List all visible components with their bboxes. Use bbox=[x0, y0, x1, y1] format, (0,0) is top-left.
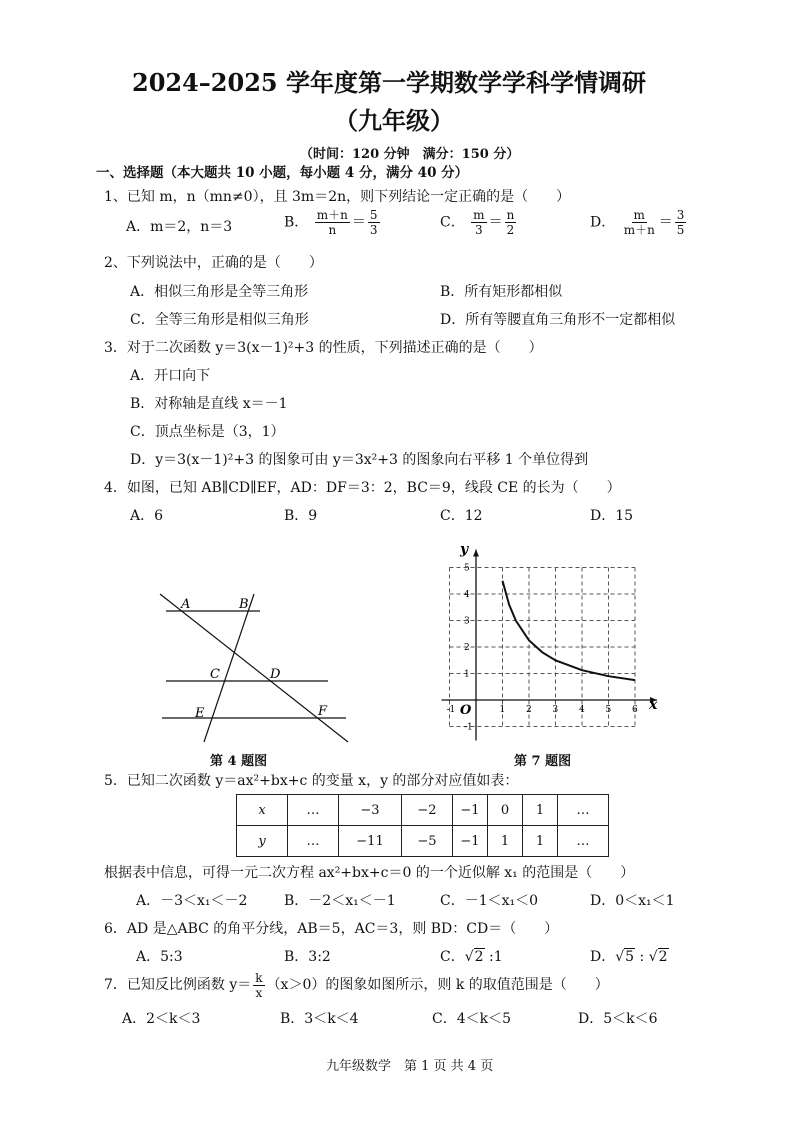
q1-option-b[interactable]: B． $\frac{m+n}{n}$ ＝ $\frac{5}{3}$ bbox=[284, 208, 378, 237]
q7-stem-b: （x＞0）的图象如图所示，则 k 的取值范围是（ ） bbox=[266, 977, 609, 993]
figure-4 bbox=[150, 586, 360, 746]
y-tick-label: 2 bbox=[464, 643, 470, 653]
q3-option-d[interactable]: D．y＝3(x－1)²+3 的图象可由 y＝3x²+3 的图象向右平移 1 个单位得到 bbox=[130, 452, 589, 468]
q1-b-fraction bbox=[315, 208, 350, 237]
q1-c-rhs-den: 2 bbox=[506, 223, 515, 237]
section-heading: 一、选择题（本大题共 10 小题，每小题 4 分，满分 40 分） bbox=[96, 165, 469, 181]
q1-d-rhs-num: 3 bbox=[676, 208, 685, 222]
q7-option-a[interactable]: A．2＜k＜3 bbox=[122, 1011, 201, 1027]
q4-option-c[interactable]: C．12 bbox=[440, 508, 483, 524]
q3-option-a[interactable]: A．开口向下 bbox=[130, 368, 211, 384]
q7-stem-a: 7．已知反比例函数 y＝ bbox=[104, 977, 252, 993]
q1-b-label: B． bbox=[284, 214, 309, 231]
x-tick-label: 3 bbox=[552, 705, 559, 715]
y-tick-label: 5 bbox=[464, 563, 470, 574]
q7-fraction bbox=[253, 971, 264, 1000]
y-axis-arrow bbox=[473, 550, 479, 557]
table-cell: 1 bbox=[523, 826, 558, 857]
point-f: F bbox=[318, 704, 328, 719]
point-c: C bbox=[210, 667, 220, 682]
q1-option-c[interactable]: C． $\frac{m}{3}$ ＝ $\frac{n}{2}$ bbox=[440, 208, 515, 237]
page-title: 2024–2025 学年度第一学期数学学科学情调研 bbox=[132, 68, 646, 97]
q1-b-den: n bbox=[328, 223, 337, 237]
table-cell: … bbox=[558, 795, 609, 826]
grade-subtitle: （九年级） bbox=[334, 106, 454, 135]
q3-option-c[interactable]: C．顶点坐标是（3，1） bbox=[130, 424, 285, 440]
x-tick-label: 4 bbox=[579, 705, 585, 715]
q7-frac-num: k bbox=[255, 970, 263, 985]
table-cell: −1 bbox=[453, 826, 488, 857]
table-cell: 0 bbox=[488, 795, 523, 826]
table-cell: y bbox=[237, 826, 288, 857]
q4-option-a[interactable]: A．6 bbox=[130, 508, 164, 524]
q1-b-rhs-den: 3 bbox=[369, 223, 378, 237]
table-cell: x bbox=[237, 795, 288, 826]
q1-option-d[interactable]: D． $\frac{m}{m+n}$ ＝ $\frac{3}{5}$ bbox=[590, 208, 685, 237]
q5-option-d[interactable]: D．0＜x₁＜1 bbox=[590, 893, 675, 909]
q6-option-d[interactable]: D．√5 : √2 bbox=[590, 949, 668, 965]
point-d: D bbox=[270, 667, 281, 682]
q1-d-den: m＋n bbox=[623, 223, 655, 237]
q1-d-rhs bbox=[675, 208, 687, 237]
q6-stem: 6．AD 是△ABC 的角平分线，AB＝5，AC＝3，则 BD：CD＝（ ） bbox=[104, 921, 559, 937]
table-cell: −3 bbox=[339, 795, 402, 826]
q1-b-num: m＋n bbox=[316, 208, 348, 222]
table-cell: … bbox=[288, 826, 339, 857]
table-cell: −1 bbox=[453, 795, 488, 826]
q1-b-rhs bbox=[368, 208, 380, 237]
q1-option-a[interactable]: A．m＝2，n＝3 bbox=[126, 219, 233, 235]
origin-label: O bbox=[460, 703, 472, 718]
y-tick-label: -1 bbox=[464, 722, 473, 733]
point-a: A bbox=[181, 597, 191, 612]
q2-option-a[interactable]: A．相似三角形是全等三角形 bbox=[130, 284, 309, 300]
q6-c-label: C． bbox=[440, 949, 465, 965]
q5-option-a[interactable]: A．－3＜x₁＜－2 bbox=[136, 893, 248, 909]
q5-stem: 5．已知二次函数 y＝ax²+bx+c 的变量 x，y 的部分对应值如表： bbox=[104, 773, 519, 789]
x-axis-label: x bbox=[649, 697, 658, 713]
table-row-y bbox=[237, 826, 609, 857]
q7-option-b[interactable]: B．3＜k＜4 bbox=[280, 1011, 359, 1027]
x-tick-label: 6 bbox=[632, 705, 638, 715]
y-axis-label: y bbox=[460, 541, 469, 558]
q1-stem: 1、已知 m，n（mn≠0），且 3m＝2n，则下列结论一定正确的是（ ） bbox=[104, 189, 571, 205]
q1-c-label: C． bbox=[440, 214, 465, 231]
q6-c-tail: :1 bbox=[484, 949, 503, 965]
q2-option-c[interactable]: C．全等三角形是相似三角形 bbox=[130, 312, 309, 328]
table-cell: 1 bbox=[488, 826, 523, 857]
q1-d-rhs-den: 5 bbox=[676, 223, 685, 237]
y-tick-label: 3 bbox=[464, 616, 470, 627]
table-cell: 1 bbox=[523, 795, 558, 826]
point-b: B bbox=[239, 597, 249, 612]
grid bbox=[450, 568, 636, 727]
axes bbox=[442, 550, 658, 741]
q6-option-a[interactable]: A．5:3 bbox=[136, 949, 183, 965]
q7-frac-den: x bbox=[255, 985, 263, 1000]
q6-option-c[interactable]: C．√2 :1 bbox=[440, 949, 503, 965]
table-cell: −5 bbox=[402, 826, 453, 857]
table-cell: … bbox=[558, 826, 609, 857]
y-tick-label: 4 bbox=[464, 590, 470, 600]
q6-d-label: D． bbox=[590, 949, 616, 965]
q5-option-b[interactable]: B．－2＜x₁＜－1 bbox=[284, 893, 396, 909]
q5-follow: 根据表中信息，可得一元二次方程 ax²+bx+c＝0 的一个近似解 x₁ 的范围是（ ） bbox=[104, 865, 635, 881]
table-cell: … bbox=[288, 795, 339, 826]
q6-d-radicand-2: 2 bbox=[658, 949, 668, 965]
y-tick-label: 1 bbox=[464, 669, 470, 680]
table-cell: −11 bbox=[339, 826, 402, 857]
figure-7 bbox=[424, 532, 664, 742]
q2-stem: 2、下列说法中，正确的是（ ） bbox=[104, 255, 323, 271]
q2-option-b[interactable]: B．所有矩形都相似 bbox=[440, 284, 563, 300]
x-tick-label: 2 bbox=[526, 705, 532, 715]
q6-c-radicand: 2 bbox=[474, 949, 484, 965]
q4-option-b[interactable]: B．9 bbox=[284, 508, 318, 524]
q1-c-lhs-den: 3 bbox=[475, 223, 483, 237]
value-table bbox=[236, 794, 609, 857]
exam-meta: （时间：120 分钟 满分：150 分） bbox=[300, 147, 520, 162]
q4-option-d[interactable]: D．15 bbox=[590, 508, 634, 524]
x-tick-label: -1 bbox=[446, 705, 456, 715]
q3-stem: 3．对于二次函数 y＝3(x－1)²+3 的性质，下列描述正确的是（ ） bbox=[104, 340, 543, 356]
q1-c-lhs bbox=[471, 208, 486, 237]
x-tick-label: 5 bbox=[605, 705, 612, 715]
figure-4-caption: 第 4 题图 bbox=[210, 754, 268, 769]
q1-d-num: m bbox=[633, 208, 645, 222]
q1-c-rhs bbox=[505, 208, 517, 237]
q4-stem: 4．如图，已知 AB∥CD∥EF，AD：DF＝3：2，BC＝9，线段 CE 的长为（ ） bbox=[104, 480, 621, 496]
q7-option-c[interactable]: C．4＜k＜5 bbox=[432, 1011, 512, 1027]
tick-labels bbox=[447, 564, 639, 733]
q1-c-lhs-num: m bbox=[473, 208, 485, 222]
q7-stem bbox=[104, 968, 609, 1002]
transversal-ad bbox=[160, 594, 348, 742]
q5-option-c[interactable]: C．－1＜x₁＜0 bbox=[440, 893, 539, 909]
table-cell: −2 bbox=[402, 795, 453, 826]
q1-b-rhs-num: 5 bbox=[369, 208, 378, 222]
q6-d-sep: : bbox=[635, 949, 649, 965]
q6-d-radicand-1: 5 bbox=[625, 949, 635, 965]
x-tick-label: 1 bbox=[499, 705, 506, 715]
q7-option-d[interactable]: D．5＜k＜6 bbox=[578, 1011, 658, 1027]
table-row-x bbox=[237, 795, 609, 826]
figure-7-caption: 第 7 题图 bbox=[514, 754, 572, 769]
q2-option-d[interactable]: D．所有等腰直角三角形不一定都相似 bbox=[440, 312, 676, 328]
hyperbola-curve bbox=[503, 581, 636, 680]
q1-d-fraction bbox=[622, 208, 657, 237]
q1-d-label: D． bbox=[590, 214, 616, 231]
q3-option-b[interactable]: B．对称轴是直线 x＝－1 bbox=[130, 396, 288, 412]
point-e: E bbox=[195, 706, 205, 721]
q6-option-b[interactable]: B．3:2 bbox=[284, 949, 331, 965]
page-footer: 九年级数学 第 1 页 共 4 页 bbox=[326, 1059, 494, 1074]
q1-c-rhs-num: n bbox=[506, 208, 515, 222]
